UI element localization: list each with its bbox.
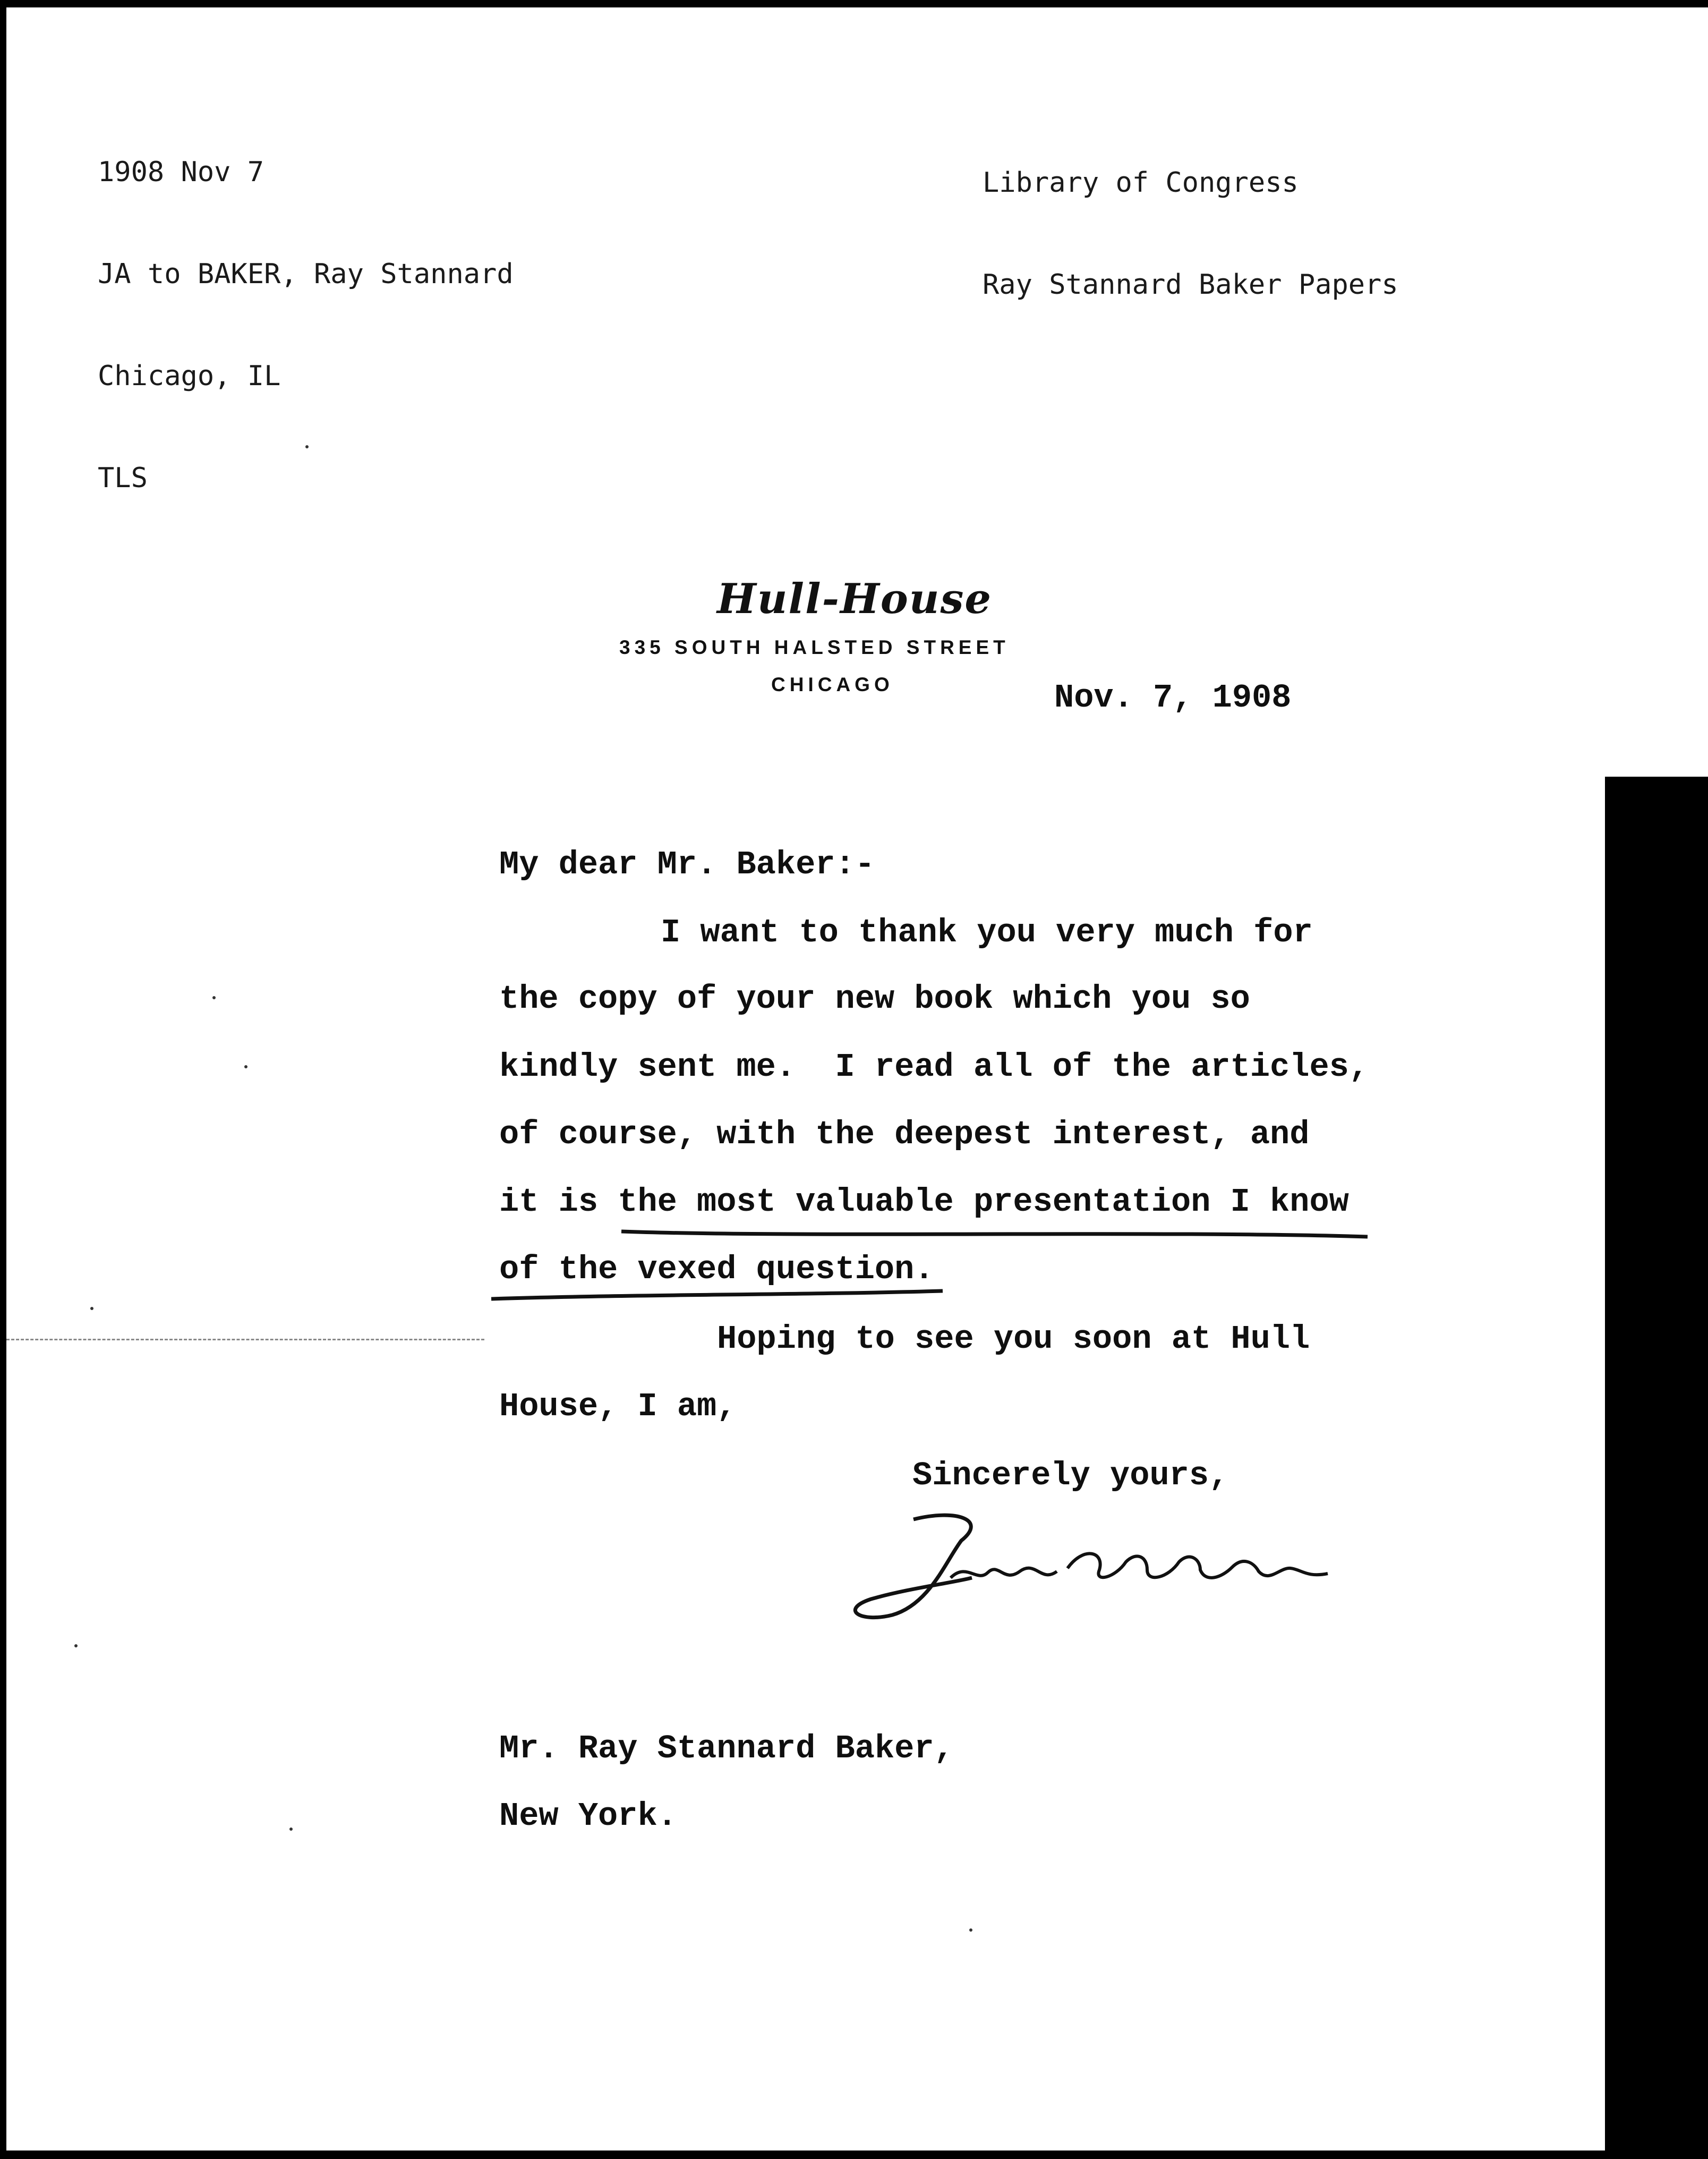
scan-fold-line — [6, 1339, 484, 1340]
scan-speck — [212, 996, 216, 999]
recipient-city: New York. — [499, 1797, 677, 1835]
letterhead-city: CHICAGO — [771, 674, 894, 695]
letterhead-street: 335 SOUTH HALSTED STREET — [619, 636, 1010, 658]
letter-body-line: it is the most valuable presentation I know — [499, 1183, 1349, 1221]
letter-body-line: of course, with the deepest interest, and — [499, 1116, 1310, 1153]
scan-border-bottom — [0, 2150, 1708, 2159]
catalog-place: Chicago, IL — [98, 360, 281, 392]
scan-border-right — [1605, 777, 1708, 2159]
letter-body-line: I want to thank you very much for — [661, 914, 1313, 951]
letter-date: Nov. 7, 1908 — [1054, 679, 1292, 717]
letter-closing: Sincerely yours, — [912, 1457, 1229, 1494]
catalog-collection: Ray Stannard Baker Papers — [983, 269, 1398, 301]
catalog-info-left — [98, 87, 514, 529]
catalog-repository: Library of Congress — [983, 167, 1299, 199]
catalog-info-right — [983, 98, 1398, 336]
scan-border-left — [0, 0, 6, 2159]
letter-body-line: of the vexed question. — [499, 1251, 934, 1288]
catalog-format: TLS — [98, 462, 148, 494]
scan-speck — [90, 1307, 93, 1310]
scan-speck — [305, 445, 309, 448]
letter-body-line: kindly sent me. I read all of the articles, — [499, 1048, 1369, 1086]
scan-speck — [244, 1065, 247, 1068]
letter-body-line: the copy of your new book which you so — [499, 980, 1250, 1018]
catalog-date: 1908 Nov 7 — [98, 156, 264, 188]
catalog-correspondents: JA to BAKER, Ray Stannard — [98, 258, 514, 290]
letter-body-line: Hoping to see you soon at Hull — [717, 1320, 1310, 1358]
handwritten-signature — [829, 1509, 1360, 1639]
letter-salutation: My dear Mr. Baker:- — [499, 846, 875, 883]
letterhead-name: Hull-House — [717, 575, 993, 623]
scan-speck — [969, 1928, 972, 1932]
scan-border-top — [0, 0, 1708, 7]
scan-speck — [74, 1644, 78, 1647]
recipient-name: Mr. Ray Stannard Baker, — [499, 1730, 954, 1767]
letter-body-line: House, I am, — [499, 1388, 737, 1425]
scan-speck — [289, 1828, 293, 1831]
